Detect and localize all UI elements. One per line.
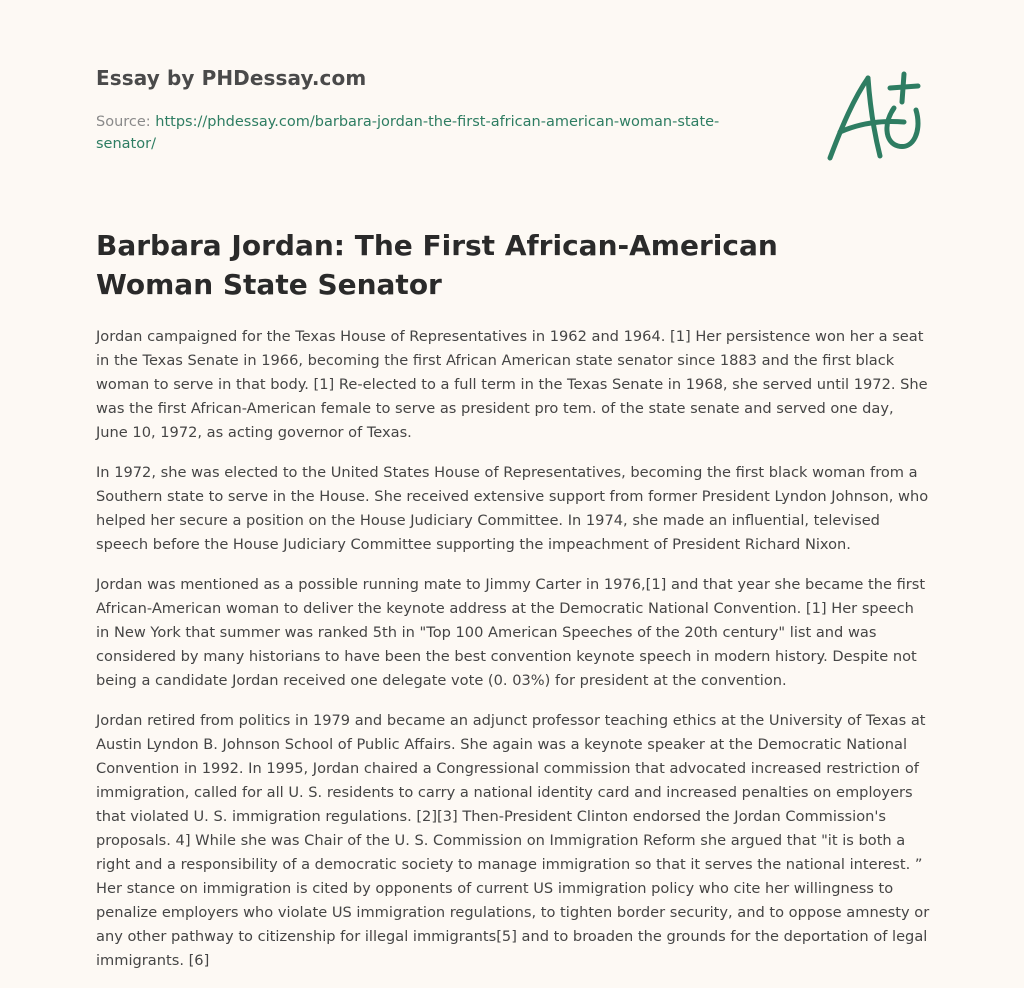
essay-paragraph: Jordan campaigned for the Texas House of Representatives in 1962 and 1964. [1] Her persistence won her a seat in the Texas Senate in 1966, becoming the first African American state senator since 1883 and the first black woman to serve in that body. [1] Re-elected to a full term in the Texas Senate in 1968, she served until 1972. She was the first African-American female to serve as president pro tem. of the state senate and served one day, June 10, 1972, as acting governor of Texas. [96, 328, 928, 441]
source-line [96, 111, 776, 155]
a-plus-logo-icon [818, 66, 930, 166]
source-label: Source: [96, 114, 151, 130]
essay-paragraph: In 1972, she was elected to the United States House of Representatives, becoming the first black woman from a Southern state to serve in the House. She received extensive support from former President Lyndon Johnson, who helped her secure a position on the House Judiciary Committee. In 1974, she made an influential, televised speech before the House Judiciary Committee supporting the impeachment of President Richard Nixon. [96, 464, 929, 553]
source-link[interactable]: https://phdessay.com/barbara-jordan-the-first-african-american-woman-state-senator/ [96, 114, 720, 152]
essay-paragraph: Jordan retired from politics in 1979 and became an adjunct professor teaching ethics at the University of Texas at Austin Lyndon B. Johnson School of Public Affairs. She again was a keynote speaker at the Democratic National Convention in 1992. In 1995, Jordan chaired a Congressional commission that advocated increased restriction of immigration, called for all U. S. residents to carry a national identity card and increased penalties on employers that violated U. S. immigration regulations. [2][3] Then-President Clinton endorsed the Jordan Commission's proposals. 4] While she was Chair of the U. S. Commission on Immigration Reform she argued that "it is both a right and a responsibility of a democratic society to manage immigration so that it serves the national interest. ” Her stance on immigration is cited by opponents of current US immigration policy who cite her willingness to penalize employers who violate US immigration regulations, to tighten border security, and to oppose amnesty or any other pathway to citizenship for illegal immigrants[5] and to broaden the grounds for the deportation of legal immigrants. [6] [96, 712, 930, 969]
essay-body [96, 325, 930, 988]
essay-paragraph: Jordan was mentioned as a possible running mate to Jimmy Carter in 1976,[1] and that year she became the first African-American woman to deliver the keynote address at the Democratic National Convention. [1] Her speech in New York that summer was ranked 5th in "Top 100 American Speeches of the 20th century" list and was considered by many historians to have been the best convention keynote speech in modern history. Despite not being a candidate Jordan received one delegate vote (0. 03%) for president at the convention. [96, 576, 926, 689]
essay-title: Barbara Jordan: The First African-American Woman State Senator [96, 229, 778, 301]
site-title: Essay by PHDessay.com [96, 66, 367, 90]
